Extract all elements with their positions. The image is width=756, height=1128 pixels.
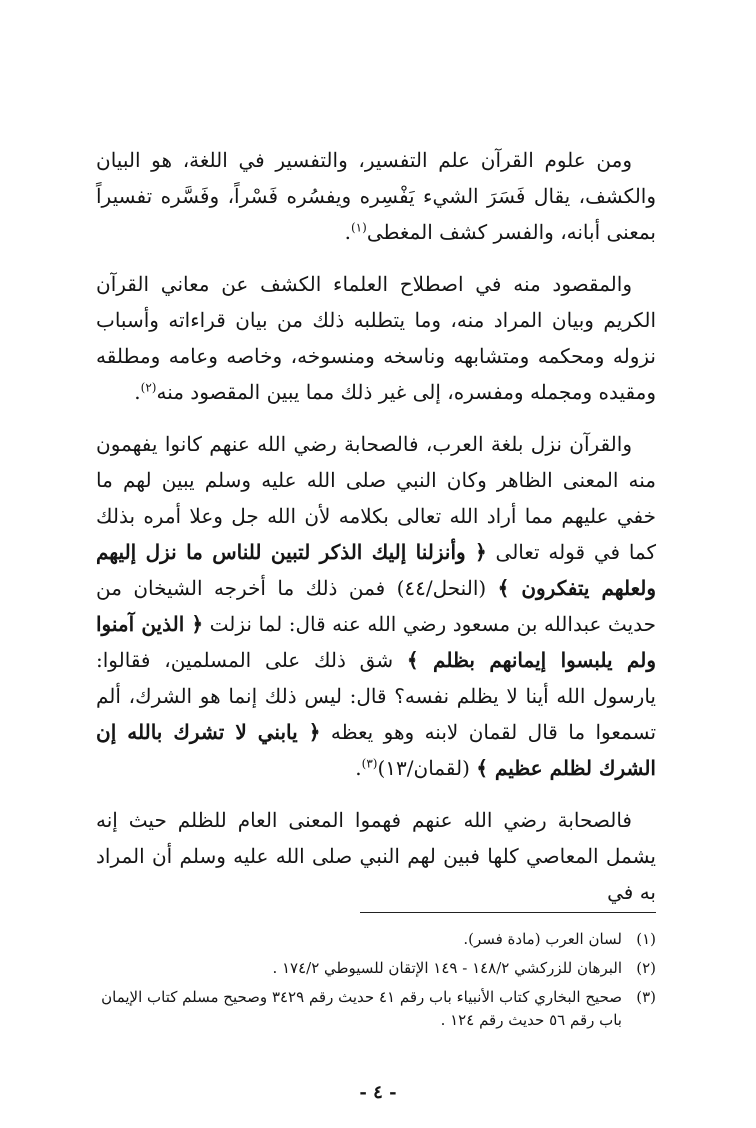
paragraph-end: . <box>344 220 351 244</box>
footnote-item <box>100 986 656 1032</box>
paragraph-sahaba-understanding <box>96 802 656 910</box>
paragraph-tafsir-definition <box>96 142 656 250</box>
paragraph-text: شق ذلك على المسلمين، فقالوا: يارسول الله أينا لا يظلم نفسه؟ قال: ليس ذلك إنما هو الشرك، ألم تسمعوا ما قال لقمان لابنه وهو يعظه <box>96 648 657 744</box>
verse-citation: (لقمان/١٣) <box>377 756 470 780</box>
page-number: - ٤ - <box>359 1082 397 1103</box>
footnote-item <box>100 957 656 980</box>
footnote-ref: (٢) <box>140 380 157 395</box>
paragraph-end: . <box>134 380 141 404</box>
footnote-ref: (١) <box>350 220 367 235</box>
paragraph-text: فالصحابة رضي الله عنهم فهموا المعنى العام للظلم حيث إنه يشمل المعاصي كلها فبين لهم النبي صلى الله عليه وسلم أن المراد به في <box>96 808 656 904</box>
footnote-ref: (٣) <box>361 756 378 771</box>
footnote-number: (٣) <box>636 988 656 1006</box>
paragraph-text: والقرآن نزل بلغة العرب، فالصحابة رضي الله عنهم كانوا يفهمون منه المعنى الظاهر وكان النبي صلى الله عليه وسلم يبين لهم ما خفي عليهم مما أراد الله تعالى بكلامه لأن الله جل وعلا أمره بذلك كما في قوله تعالى <box>96 432 656 564</box>
footnote-item <box>100 928 656 951</box>
main-text <box>96 142 656 926</box>
footnote-number: (١) <box>636 930 656 948</box>
paragraph-text: والمقصود منه في اصطلاح العلماء الكشف عن معاني القرآن الكريم وبيان المراد منه، وما يتطلبه ذلك من بيان قراءاته وأسباب نزوله ومحكمه ومتشابهه وناسخه ومنسوخه، وخاصه وعامه ومطلقه ومقيده ومجمله ومفسره، إلى غير ذلك مما يبين المقصود منه <box>96 272 656 404</box>
paragraph-text: (النحل/٤٤) فمن ذلك ما أخرجه الشيخان من حديث عبدالله بن مسعود رضي الله عنه قال: لما نزلت <box>96 576 656 636</box>
paragraph-text: ومن علوم القرآن علم التفسير، والتفسير في اللغة، هو البيان والكشف، يقال فَسَرَ الشيء يَفْسِره ويفسُره فَسْراً، وفَسَّره تفسيراً بمعنى أبانه، والفسر كشف المغطى <box>96 148 656 244</box>
footnote-number: (٢) <box>636 959 656 977</box>
footnote-text: البرهان للزركشي ١٤٨/٢ - ١٤٩ الإتقان للسيوطي ١٧٤/٢ . <box>272 959 622 977</box>
paragraph-quran-arabic <box>96 426 656 786</box>
quran-verse: ﴿ يابني لا تشرك بالله إن الشرك لظلم عظيم ﴾ <box>96 720 656 780</box>
footnote-divider <box>360 912 656 913</box>
paragraph-end: . <box>355 756 362 780</box>
footnotes <box>100 928 656 1038</box>
footnote-text: لسان العرب (مادة فسر). <box>463 930 622 948</box>
footnote-text: صحيح البخاري كتاب الأنبياء باب رقم ٤١ حديث رقم ٣٤٢٩ وصحيح مسلم كتاب الإيمان باب رقم ٥٦ حديث رقم ١٢٤ . <box>101 988 622 1029</box>
paragraph-tafsir-technical <box>96 266 656 410</box>
quran-verse: ﴿ وأنزلنا إليك الذكر لتبين للناس ما نزل إليهم ولعلهم يتفكرون ﴾ <box>96 540 657 600</box>
quran-verse: ﴿ الذين آمنوا ولم يلبسوا إيمانهم بظلم ﴾ <box>96 612 656 672</box>
